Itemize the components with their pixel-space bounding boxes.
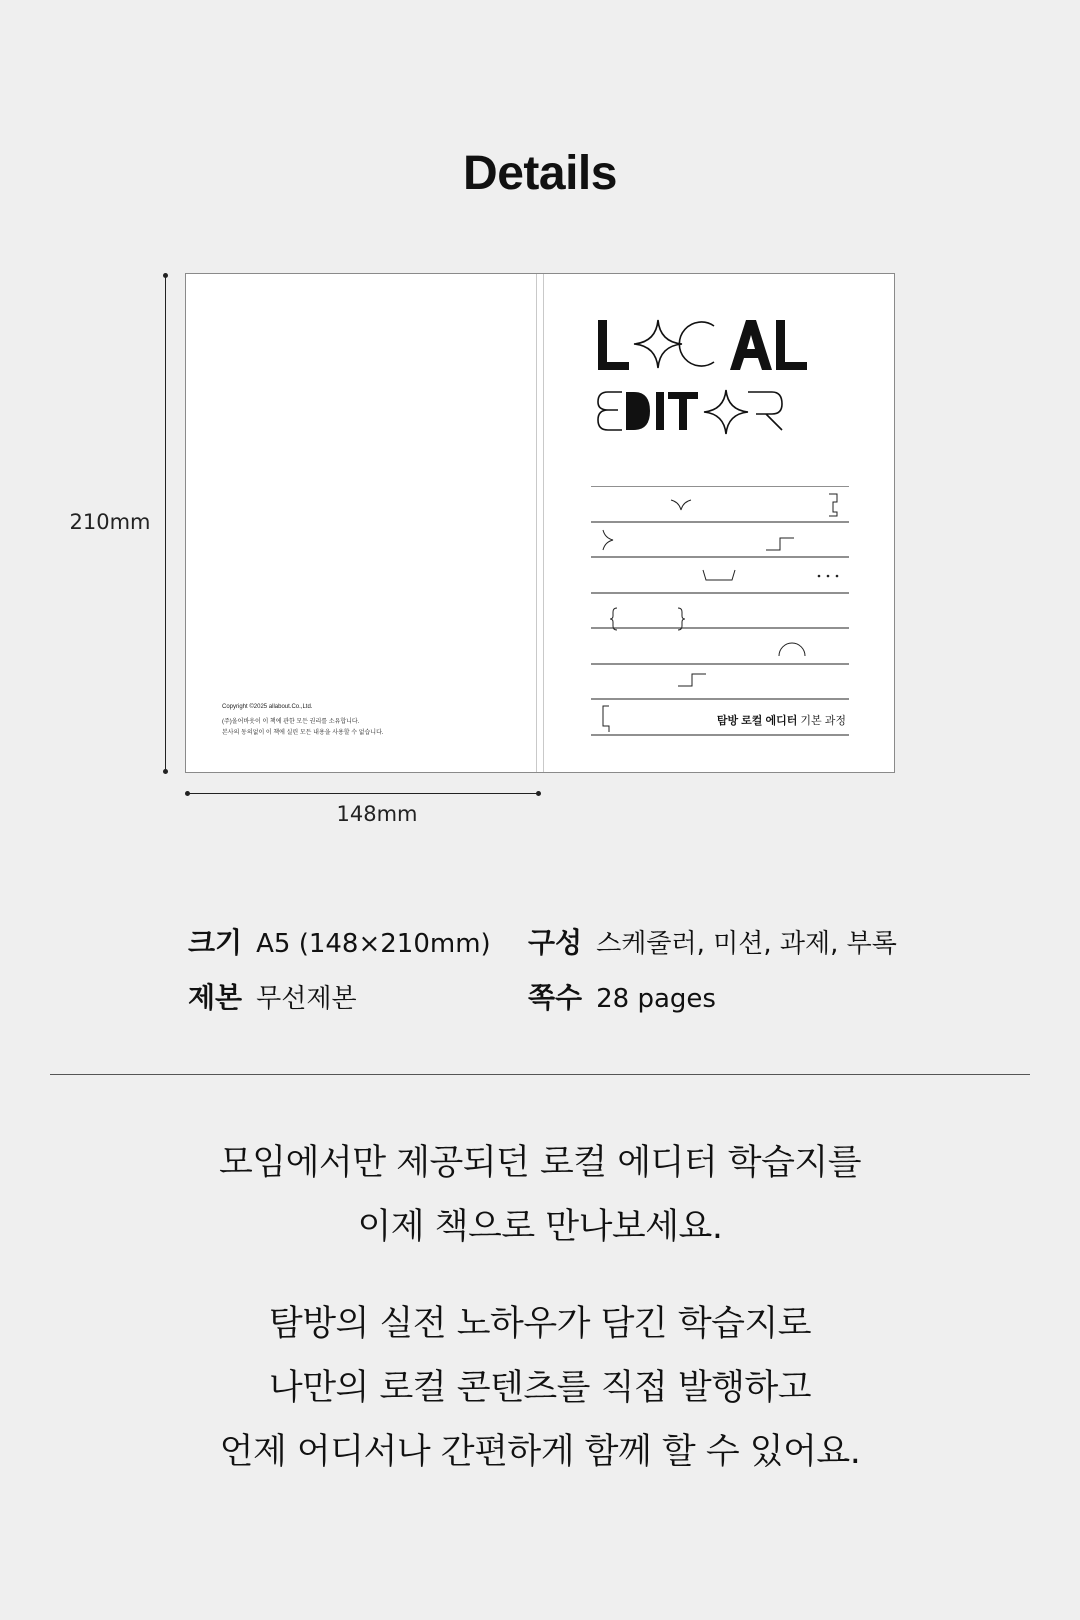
logo-word-local [598,320,807,370]
description-line: 나만의 로컬 콘텐츠를 직접 발행하고 [268,1368,812,1408]
spec-pages [528,976,716,1016]
description-line: 언제 어디서나 간편하게 함께 할 수 있어요. [219,1432,861,1472]
spine-line [536,274,537,772]
spec-key: 크기 [188,927,243,958]
dimension-dot [536,791,541,796]
copyright-notice [222,702,384,739]
dimension-dot [163,769,168,774]
spec-value: A5 (148×210mm) [256,929,491,959]
height-dimension-line [165,275,166,771]
spec-composition [528,921,897,961]
width-label: 148mm [336,802,418,826]
spec-size [188,921,491,961]
cover-subtitle-bold: 탐방 로컬 에디터 [716,715,798,727]
description-paragraph [0,1292,1080,1484]
copyright-line: Copyright ©2025 allabout.Co.,Ltd. [222,704,313,710]
copyright-line: 본사의 동의없이 이 책에 실린 모든 내용을 사용할 수 없습니다. [222,730,384,736]
cover-subtitle [706,712,846,728]
intro-line: 이제 책으로 만나보세요. [357,1207,723,1247]
cover-subtitle-rest: 기본 과정 [797,715,846,727]
copyright-line: (주)올어바웃이 이 책에 관한 모든 권리를 소유합니다. [222,719,360,725]
spec-value: 28 pages [596,984,716,1014]
cover-ruled-graphic [591,486,849,736]
width-dimension-line [187,793,538,794]
spec-key: 제본 [188,982,243,1013]
section-divider [50,1074,1030,1075]
spec-key: 구성 [528,927,583,958]
page-title: Details [463,147,617,200]
description-line: 탐방의 실전 노하우가 담긴 학습지로 [268,1304,812,1344]
spec-value: 스케줄러, 미션, 과제, 부록 [596,929,897,959]
height-label: 210mm [69,510,151,534]
spine-line [543,274,544,772]
spec-binding [188,976,357,1016]
local-editor-logo [596,318,846,448]
intro-line: 모임에서만 제공되던 로컬 에디터 학습지를 [218,1143,862,1183]
spec-value: 무선제본 [256,984,357,1014]
logo-word-editor [598,390,782,434]
intro-paragraph [0,1131,1080,1259]
book-spread-illustration [185,273,895,773]
spec-key: 쪽수 [528,982,583,1013]
